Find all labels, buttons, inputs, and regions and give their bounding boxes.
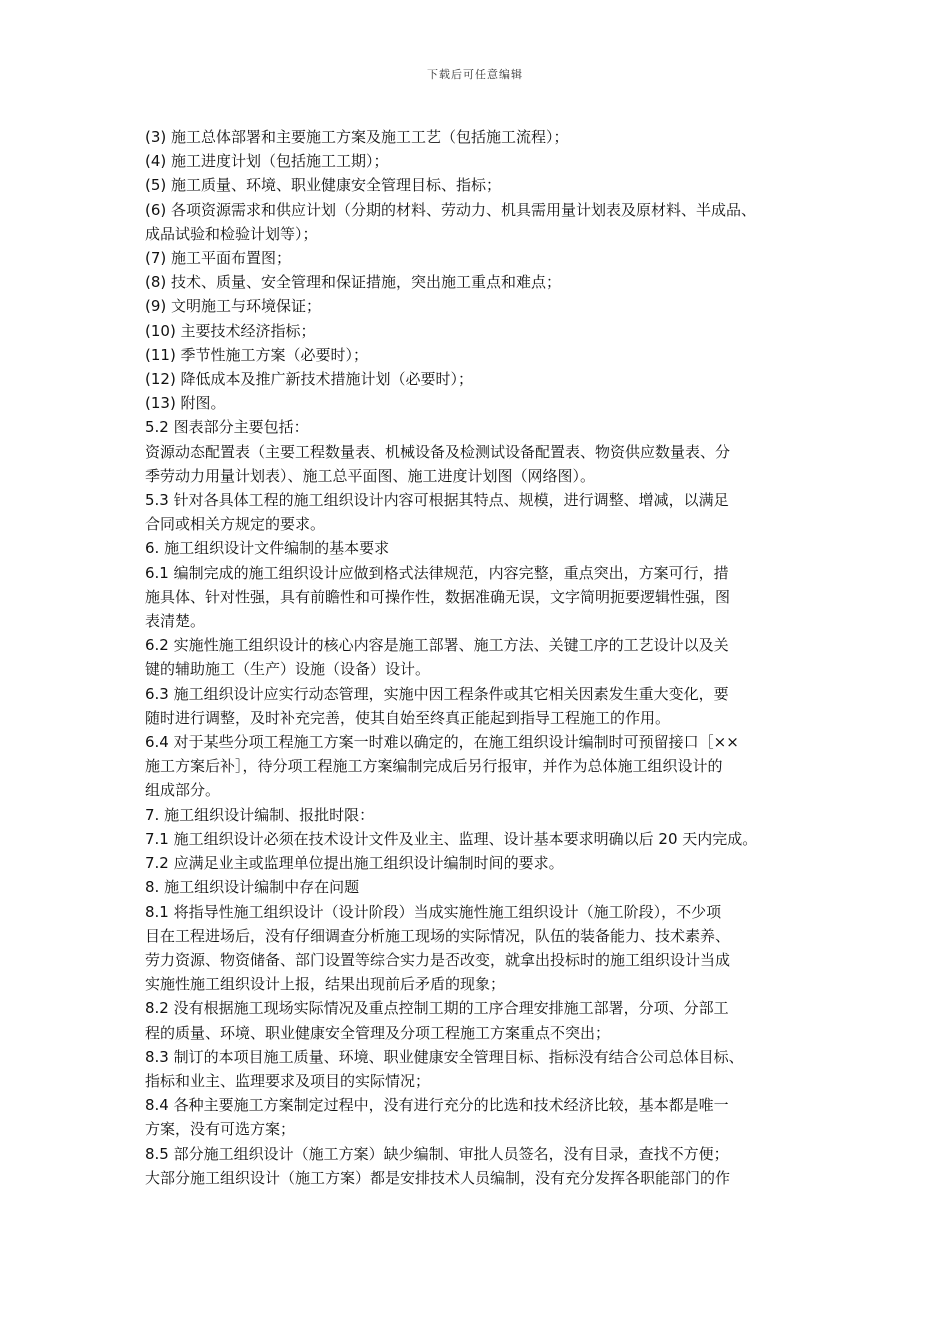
text-line: 大部分施工组织设计（施工方案）都是安排技术人员编制，没有充分发挥各职能部门的作	[145, 1168, 731, 1187]
text-line: 5.3 针对各具体工程的施工组织设计内容可根据其特点、规模，进行调整、增减，以满足	[145, 491, 729, 510]
page-header: 下载后可任意编辑	[427, 68, 523, 81]
text-line: 随时进行调整，及时补充完善，使其自始至终真正能起到指导工程施工的作用。	[145, 708, 671, 727]
text-line: 6.1 编制完成的施工组织设计应做到格式法律规范，内容完整，重点突出，方案可行，措	[145, 563, 729, 582]
text-line: 8.3 制订的本项目施工质量、环境、职业健康安全管理目标、指标没有结合公司总体目标、	[145, 1047, 744, 1066]
text-line: 7.2 应满足业主或监理单位提出施工组织设计编制时间的要求。	[145, 854, 564, 873]
text-line: 实施性施工组织设计上报，结果出现前后矛盾的现象；	[145, 975, 506, 994]
text-line: 8.2 没有根据施工现场实际情况及重点控制工期的工序合理安排施工部署，分项、分部工	[145, 999, 729, 1018]
text-line: 8.5 部分施工组织设计（施工方案）缺少编制、审批人员签名，没有目录，查找不方便；	[145, 1144, 729, 1163]
text-line: 目在工程进场后，没有仔细调查分析施工现场的实际情况，队伍的装备能力、技术素养、	[145, 926, 731, 945]
text-line: 指标和业主、监理要求及项目的实际情况；	[145, 1071, 431, 1090]
text-line: 键的辅助施工（生产）设施（设备）设计。	[145, 660, 431, 679]
text-line: (4) 施工进度计划（包括施工工期）；	[145, 152, 389, 171]
text-line: 7. 施工组织设计编制、报批时限：	[145, 805, 375, 824]
text-line: (7) 施工平面布置图；	[145, 249, 292, 268]
text-line: 程的质量、环境、职业健康安全管理及分项工程施工方案重点不突出；	[145, 1023, 611, 1042]
text-line: (11) 季节性施工方案（必要时）；	[145, 345, 369, 364]
text-line: (6) 各项资源需求和供应计划（分期的材料、劳动力、机具需用量计划表及原材料、半成品、	[145, 200, 757, 219]
text-line: (13) 附图。	[145, 394, 226, 413]
text-line: 合同或相关方规定的要求。	[145, 515, 326, 534]
text-line: (12) 降低成本及推广新技术措施计划（必要时）；	[145, 370, 474, 389]
text-line: (5) 施工质量、环境、职业健康安全管理目标、指标；	[145, 176, 502, 195]
text-line: 8.4 各种主要施工方案制定过程中，没有进行充分的比选和技术经济比较，基本都是唯一	[145, 1096, 729, 1115]
text-line: (8) 技术、质量、安全管理和保证措施，突出施工重点和难点；	[145, 273, 562, 292]
text-line: 方案，没有可选方案；	[145, 1120, 296, 1139]
text-line: 施工方案后补］，待分项工程施工方案编制完成后另行报审，并作为总体施工组织设计的	[145, 757, 723, 776]
text-line: 表清楚。	[145, 612, 206, 631]
text-line: 5.2 图表部分主要包括：	[145, 418, 309, 437]
text-line: 季劳动力用量计划表）、施工总平面图、施工进度计划图（网络图）。	[145, 466, 596, 485]
document-body	[145, 125, 825, 1190]
text-line: 8. 施工组织设计编制中存在问题	[145, 878, 360, 897]
text-line: 6.2 实施性施工组织设计的核心内容是施工部署、施工方法、关键工序的工艺设计以及关	[145, 636, 729, 655]
text-line: (3) 施工总体部署和主要施工方案及施工工艺（包括施工流程）；	[145, 128, 569, 146]
text-line: (9) 文明施工与环境保证；	[145, 297, 322, 316]
text-line: (10) 主要技术经济指标；	[145, 321, 316, 340]
text-line: 组成部分。	[145, 781, 221, 800]
text-line: 6.4 对于某些分项工程施工方案一时难以确定的，在施工组织设计编制时可预留接口［××	[145, 733, 739, 752]
text-line: 成品试验和检验计划等）；	[145, 224, 318, 243]
text-line: 7.1 施工组织设计必须在技术设计文件及业主、监理、设计基本要求明确以后 20 天内完成。	[145, 829, 758, 848]
text-line: 劳力资源、物资储备、部门设置等综合实力是否改变，就拿出投标时的施工组织设计当成	[145, 950, 731, 969]
text-line: 6. 施工组织设计文件编制的基本要求	[145, 539, 390, 558]
text-line: 资源动态配置表（主要工程数量表、机械设备及检测试设备配置表、物资供应数量表、分	[145, 442, 731, 461]
text-line: 施具体、针对性强，具有前瞻性和可操作性，数据准确无误，文字简明扼要逻辑性强，图	[145, 587, 731, 606]
text-line: 8.1 将指导性施工组织设计（设计阶段）当成实施性施工组织设计（施工阶段），不少项	[145, 902, 722, 921]
text-line: 6.3 施工组织设计应实行动态管理，实施中因工程条件或其它相关因素发生重大变化，要	[145, 684, 729, 703]
